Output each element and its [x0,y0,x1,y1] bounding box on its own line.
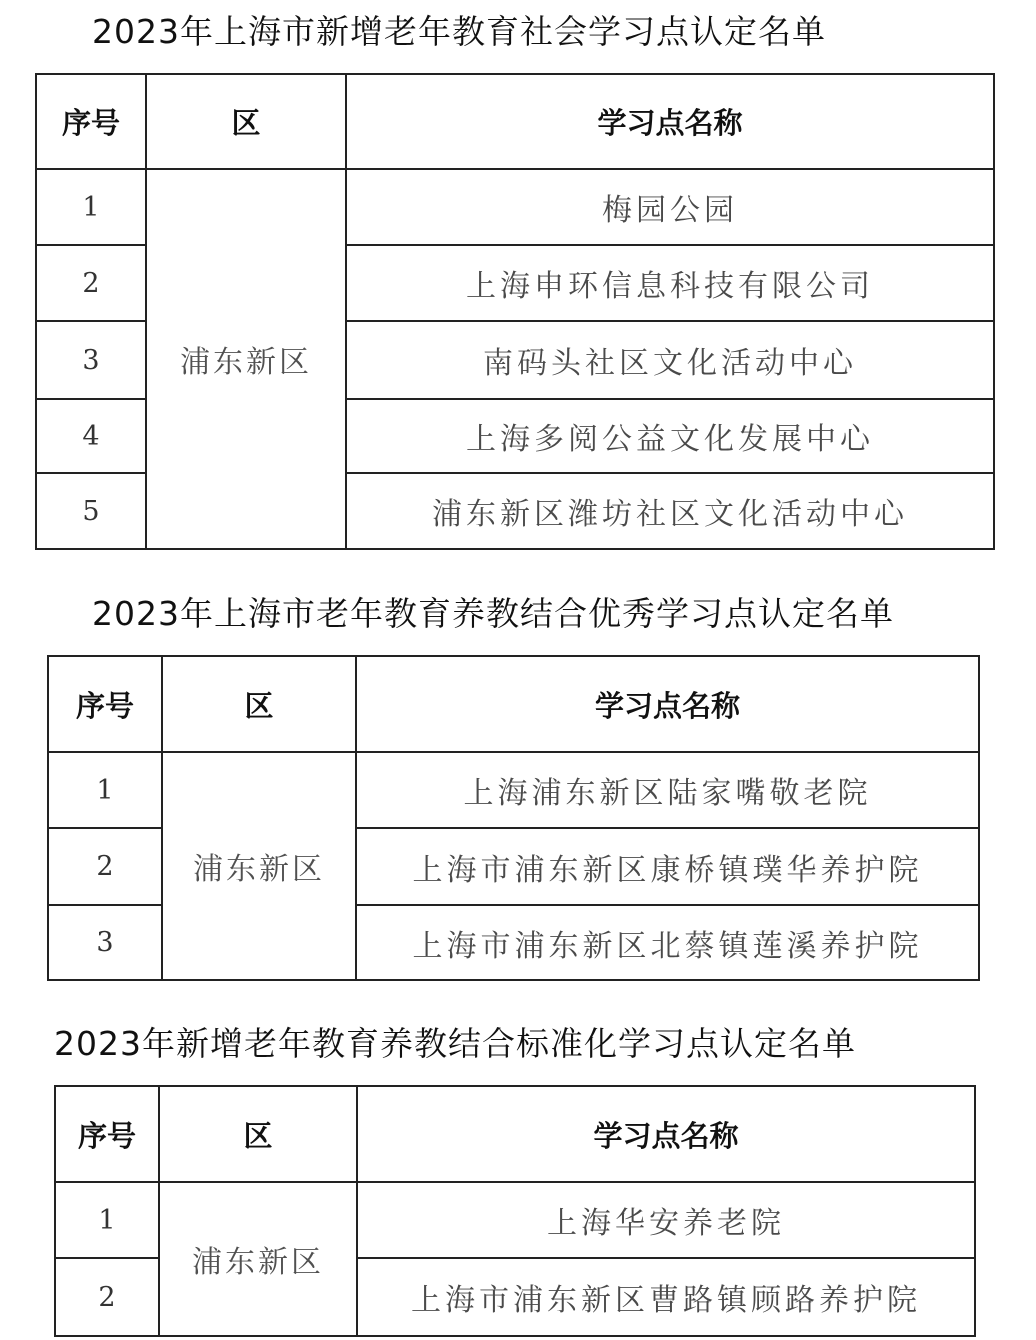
header-name: 学习点名称 [346,74,994,169]
learning-point-name: 上海浦东新区陆家嘴敬老院 [356,752,979,828]
learning-points-table-2 [47,655,980,981]
learning-point-name: 上海市浦东新区北蔡镇莲溪养护院 [356,905,979,980]
header-seq: 序号 [36,74,146,169]
table-header-row [36,74,994,169]
district-cell: 浦东新区 [162,752,356,980]
table-row [36,169,994,245]
table-1-title: 2023年上海市新增老年教育社会学习点认定名单 [92,12,826,51]
row-seq: 1 [55,1182,159,1258]
learning-point-name: 上海市浦东新区康桥镇璞华养护院 [356,828,979,905]
row-seq: 1 [36,169,146,245]
header-name: 学习点名称 [357,1086,975,1182]
header-name: 学习点名称 [356,656,979,752]
row-seq: 2 [55,1258,159,1336]
row-seq: 2 [36,245,146,321]
header-seq: 序号 [48,656,162,752]
header-district: 区 [162,656,356,752]
row-seq: 2 [48,828,162,905]
table-2-title: 2023年上海市老年教育养教结合优秀学习点认定名单 [92,594,894,633]
table-row [48,752,979,828]
row-seq: 1 [48,752,162,828]
learning-point-name: 上海多阅公益文化发展中心 [346,399,994,473]
learning-point-name: 上海华安养老院 [357,1182,975,1258]
learning-point-name: 上海市浦东新区曹路镇顾路养护院 [357,1258,975,1336]
header-district: 区 [146,74,346,169]
table-3-title: 2023年新增老年教育养教结合标准化学习点认定名单 [54,1024,856,1063]
table-header-row [48,656,979,752]
learning-points-table-3 [54,1085,976,1337]
table-row [55,1182,975,1258]
learning-point-name: 南码头社区文化活动中心 [346,321,994,399]
learning-point-name: 浦东新区潍坊社区文化活动中心 [346,473,994,549]
district-cell: 浦东新区 [146,169,346,549]
row-seq: 4 [36,399,146,473]
row-seq: 3 [36,321,146,399]
district-cell: 浦东新区 [159,1182,357,1336]
header-seq: 序号 [55,1086,159,1182]
header-district: 区 [159,1086,357,1182]
learning-points-table-1 [35,73,995,550]
row-seq: 3 [48,905,162,980]
learning-point-name: 上海申环信息科技有限公司 [346,245,994,321]
learning-point-name: 梅园公园 [346,169,994,245]
table-header-row [55,1086,975,1182]
row-seq: 5 [36,473,146,549]
